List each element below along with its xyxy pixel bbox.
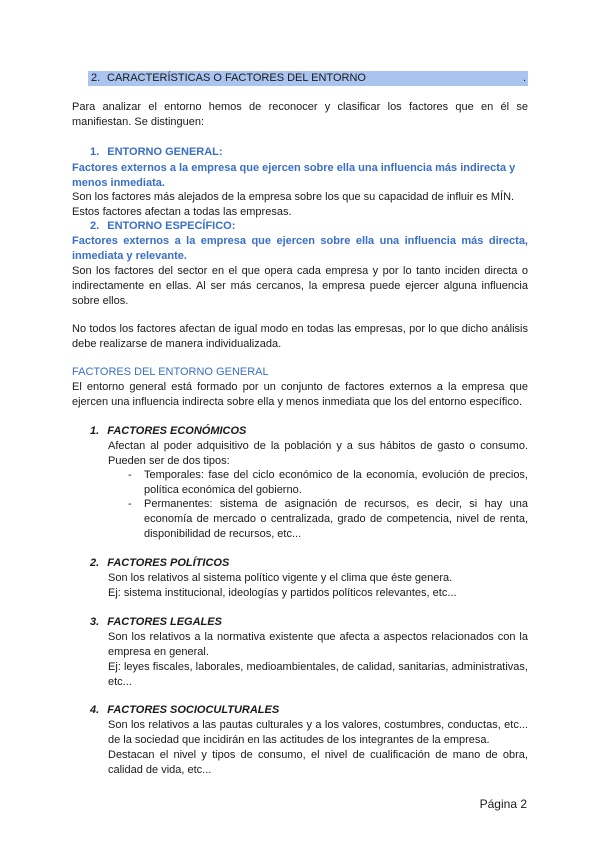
section-heading: [88, 71, 528, 86]
bullet-dash: -: [128, 498, 132, 510]
specific-heading: [90, 219, 235, 234]
section2-title: FACTORES DEL ENTORNO GENERAL: [72, 366, 269, 378]
factor-socioculturales-text2: Destacan el nivel y tipos de consumo, el nivel de cualificación de mano de obra, calidad de vida, etc...: [108, 749, 528, 776]
general-number: 1.: [90, 146, 100, 158]
factor-politicos-heading: [90, 556, 229, 571]
bullet-dash: -: [128, 469, 132, 481]
bullet-text: Temporales: fase del ciclo económico de la economía, evolución de precios, política económica del gobierno.: [144, 469, 528, 496]
specific-definition: Factores externos a la empresa que ejercen sobre ella una influencia más directa, inmediata y relevante.: [72, 235, 528, 262]
factor-legales-example: Ej: leyes fiscales, laborales, medioambientales, de calidad, sanitarias, administrativas, etc...: [108, 661, 528, 688]
general-title: ENTORNO GENERAL:: [107, 146, 223, 158]
factor-socioculturales-number: 4.: [90, 704, 100, 716]
list-item: [128, 468, 528, 498]
page-number: Página 2: [479, 797, 527, 811]
specific-text: Son los factores del sector en el que opera cada empresa y por lo tanto inciden directa o indirectamente en ellas. Al ser más cercanos, la empresa puede ejercer alguna influencia sobre ellos.: [72, 265, 528, 307]
factor-politicos-number: 2.: [90, 557, 100, 569]
factor-legales-text: Son los relativos a la normativa existente que afecta a aspectos relacionados con la empresa en general.: [108, 631, 528, 658]
heading-title: CARACTERÍSTICAS O FACTORES DEL ENTORNO: [107, 72, 366, 84]
note-paragraph: No todos los factores afectan de igual modo en todas las empresas, por lo que dicho análisis debe realizarse de manera individualizada.: [72, 323, 528, 350]
general-definition: Factores externos a la empresa que ejercen sobre ella una influencia más indirecta y menos inmediata.: [72, 162, 516, 189]
factor-politicos-example: Ej: sistema institucional, ideologías y partidos políticos relevantes, etc...: [108, 587, 457, 599]
factor-politicos-title: FACTORES POLÍTICOS: [107, 557, 230, 569]
general-heading: [90, 145, 223, 160]
specific-title: ENTORNO ESPECÍFICO:: [107, 220, 236, 232]
factor-legales-number: 3.: [90, 616, 100, 628]
intro-paragraph: Para analizar el entorno hemos de reconocer y clasificar los factores que en él se manifiestan. Se distinguen:: [72, 101, 528, 128]
factor-economicos-title: FACTORES ECONÓMICOS: [107, 425, 247, 437]
list-item: [128, 497, 528, 542]
factor-economicos-number: 1.: [90, 425, 100, 437]
bullet-text: Permanentes: sistema de asignación de recursos, es decir, si hay una economía de mercado o centralizada, grado de competencia, nivel de renta, disponibilidad de recursos, etc...: [144, 498, 528, 540]
factor-politicos-text: Son los relativos al sistema político vigente y el clima que éste genera.: [108, 572, 453, 584]
specific-number: 2.: [90, 220, 100, 232]
factor-legales-title: FACTORES LEGALES: [107, 616, 222, 628]
factor-economicos-heading: [90, 424, 246, 439]
section2-intro: El entorno general está formado por un conjunto de factores externos a la empresa que ejercen una influencia indirecta sobre ella y menos inmediata que los del entorno específico.: [72, 381, 528, 408]
heading-number: 2.: [91, 72, 101, 84]
factor-socioculturales-text: Son los relativos a las pautas culturales y a los valores, costumbres, conductas, etc... de la sociedad que incidirán en las actitudes de los integrantes de la empresa.: [108, 719, 528, 746]
factor-economicos-text: Afectan al poder adquisitivo de la población y a sus hábitos de gasto o consumo. Pueden ser de dos tipos:: [108, 440, 528, 467]
factor-socioculturales-title: FACTORES SOCIOCULTURALES: [107, 704, 280, 716]
factor-legales-heading: [90, 615, 222, 630]
heading-trailing: .: [523, 72, 527, 84]
general-text: Son los factores más alejados de la empresa sobre los que su capacidad de influir es MÍN. Estos factores afectan a todas las empresas.: [72, 191, 515, 218]
factor-socioculturales-heading: [90, 703, 279, 718]
